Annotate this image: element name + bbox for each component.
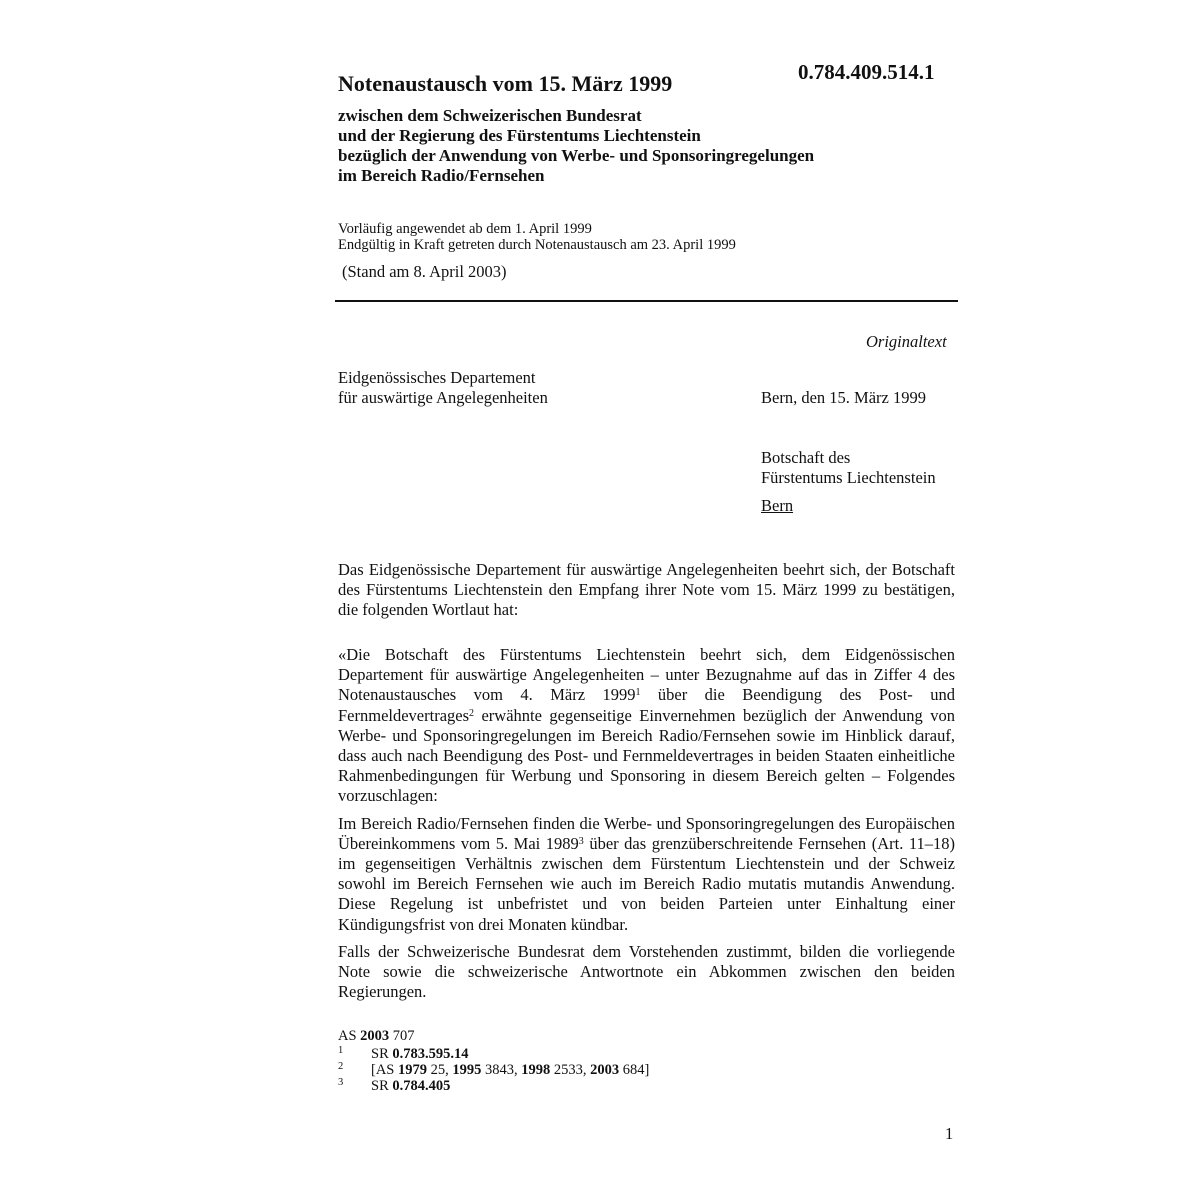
fn-year: 1995 [452, 1062, 482, 1078]
subtitle-line: bezüglich der Anwendung von Werbe- und Sponsoringregelungen [338, 146, 815, 165]
footnote-text [371, 1078, 450, 1094]
fn-part: 25, [427, 1062, 453, 1078]
text-span: über die Beendigung des Post- und Fernmeldevertrages [338, 685, 955, 725]
quoted-note [338, 645, 955, 1002]
as-year: 2003 [360, 1028, 390, 1044]
footnote-text [371, 1062, 649, 1078]
fn-part: 3843, [481, 1062, 522, 1078]
intro-text: Das Eidgenössische Departement für auswärtige Angelegenheiten beehrt sich, der Botschaft des Fürstentums Liechtenstein den Empfang ihrer Note vom 15. März 1999 zu bestätigen, die folgenden Wortlaut hat: [338, 560, 955, 620]
stand-date: (Stand am 8. April 2003) [342, 262, 507, 281]
addressee-line: Fürstentums Liechtenstein [761, 468, 936, 487]
document-subtitle [338, 106, 958, 186]
sender-line: Eidgenössisches Departement [338, 368, 536, 387]
subtitle-line: im Bereich Radio/Fernsehen [338, 166, 545, 185]
sender-block [338, 368, 548, 408]
fn-part: 2533, [550, 1062, 591, 1078]
fn-year: 1979 [398, 1062, 427, 1078]
original-text-label: Originaltext [866, 332, 947, 351]
as-reference [338, 1028, 415, 1045]
footnote-ref[interactable]: 1 [635, 687, 641, 699]
footnote-text [371, 1046, 469, 1062]
fn-year: 2003 [590, 1062, 620, 1078]
validity-info [338, 221, 736, 253]
fn-part: [AS [371, 1062, 398, 1078]
fn-part: 684] [619, 1062, 650, 1078]
footnote-number: 1 [338, 1045, 344, 1056]
addressee-block [761, 448, 936, 488]
place-date: Bern, den 15. März 1999 [761, 388, 926, 407]
quote-paragraph-2 [338, 814, 955, 935]
validity-line: Endgültig in Kraft getreten durch Notenaustausch am 23. April 1999 [338, 237, 736, 253]
intro-paragraph [338, 560, 955, 621]
text-span: erwähnte gegenseitige Einvernehmen bezüglich der Anwendung von Werbe- und Sponsoringregelungen im Bereich Radio/Fernsehen sowie im Hinblick darauf, dass auch nach Beendigung des Post- und Fernmeldevertrages in beiden Staaten einheitliche Rahmenbedingungen für Werbung und Sponsoring in diesem Bereich gelten – Folgendes vorzuschlagen: [338, 705, 955, 806]
sender-line: für auswärtige Angelegenheiten [338, 388, 548, 407]
subtitle-line: und der Regierung des Fürstentums Liechtenstein [338, 126, 701, 145]
quote-paragraph-3: Falls der Schweizerische Bundesrat dem Vorstehenden zustimmt, bilden die vorliegende Note sowie die schweizerische Antwortnote ein Abkommen zwischen den beiden Regierungen. [338, 941, 955, 1002]
footnote-ref[interactable]: 3 [578, 835, 584, 847]
fn-year: 1998 [521, 1062, 551, 1078]
text-span: «Die Botschaft des Fürstentums Liechtenstein beehrt sich, dem Eidgenössischen Departement für auswärtige Angelegenheiten – unter Bezugnahme auf das in Ziffer 4 des Notenaustausches vom 4. März 1999 [338, 645, 955, 705]
validity-line: Vorläufig angewendet ab dem 1. April 1999 [338, 221, 592, 237]
text-span: Im Bereich Radio/Fernsehen finden die Werbe- und Sponsoringregelungen des Europäischen Übereinkommens vom 5. Mai 1989 [338, 813, 955, 853]
as-page: 707 [389, 1028, 415, 1044]
subtitle-line: zwischen dem Schweizerischen Bundesrat [338, 106, 642, 125]
footnote-number: 2 [338, 1061, 344, 1072]
footnote-prefix: SR [371, 1046, 393, 1062]
footnote-sr-ref[interactable]: 0.783.595.14 [392, 1046, 469, 1062]
page-number: 1 [945, 1124, 954, 1143]
sr-number: 0.784.409.514.1 [798, 60, 935, 84]
footnote-sr-ref[interactable]: 0.784.405 [392, 1078, 451, 1094]
footnote-ref[interactable]: 2 [469, 707, 475, 719]
addressee-line: Botschaft des [761, 448, 851, 467]
as-prefix: AS [338, 1028, 361, 1044]
footnote-prefix: SR [371, 1078, 393, 1094]
header-divider [335, 300, 958, 302]
addressee-city: Bern [761, 496, 794, 515]
text-span: über das grenzüberschreitende Fernsehen (Art. 11–18) im gegenseitigen Verhältnis zwischen dem Fürstentum Liechtenstein und der Schweiz sowohl im Bereich Fernsehen wie auch im Bereich Radio mutatis mutandis Anwendung. Diese Regelung ist unbefristet und von beiden Parteien unter Einhaltung einer Kündigungsfrist von drei Monaten kündbar. [338, 833, 956, 934]
document-title: Notenaustausch vom 15. März 1999 [338, 71, 673, 96]
quote-paragraph-1 [338, 645, 955, 807]
footnote-number: 3 [338, 1077, 344, 1088]
